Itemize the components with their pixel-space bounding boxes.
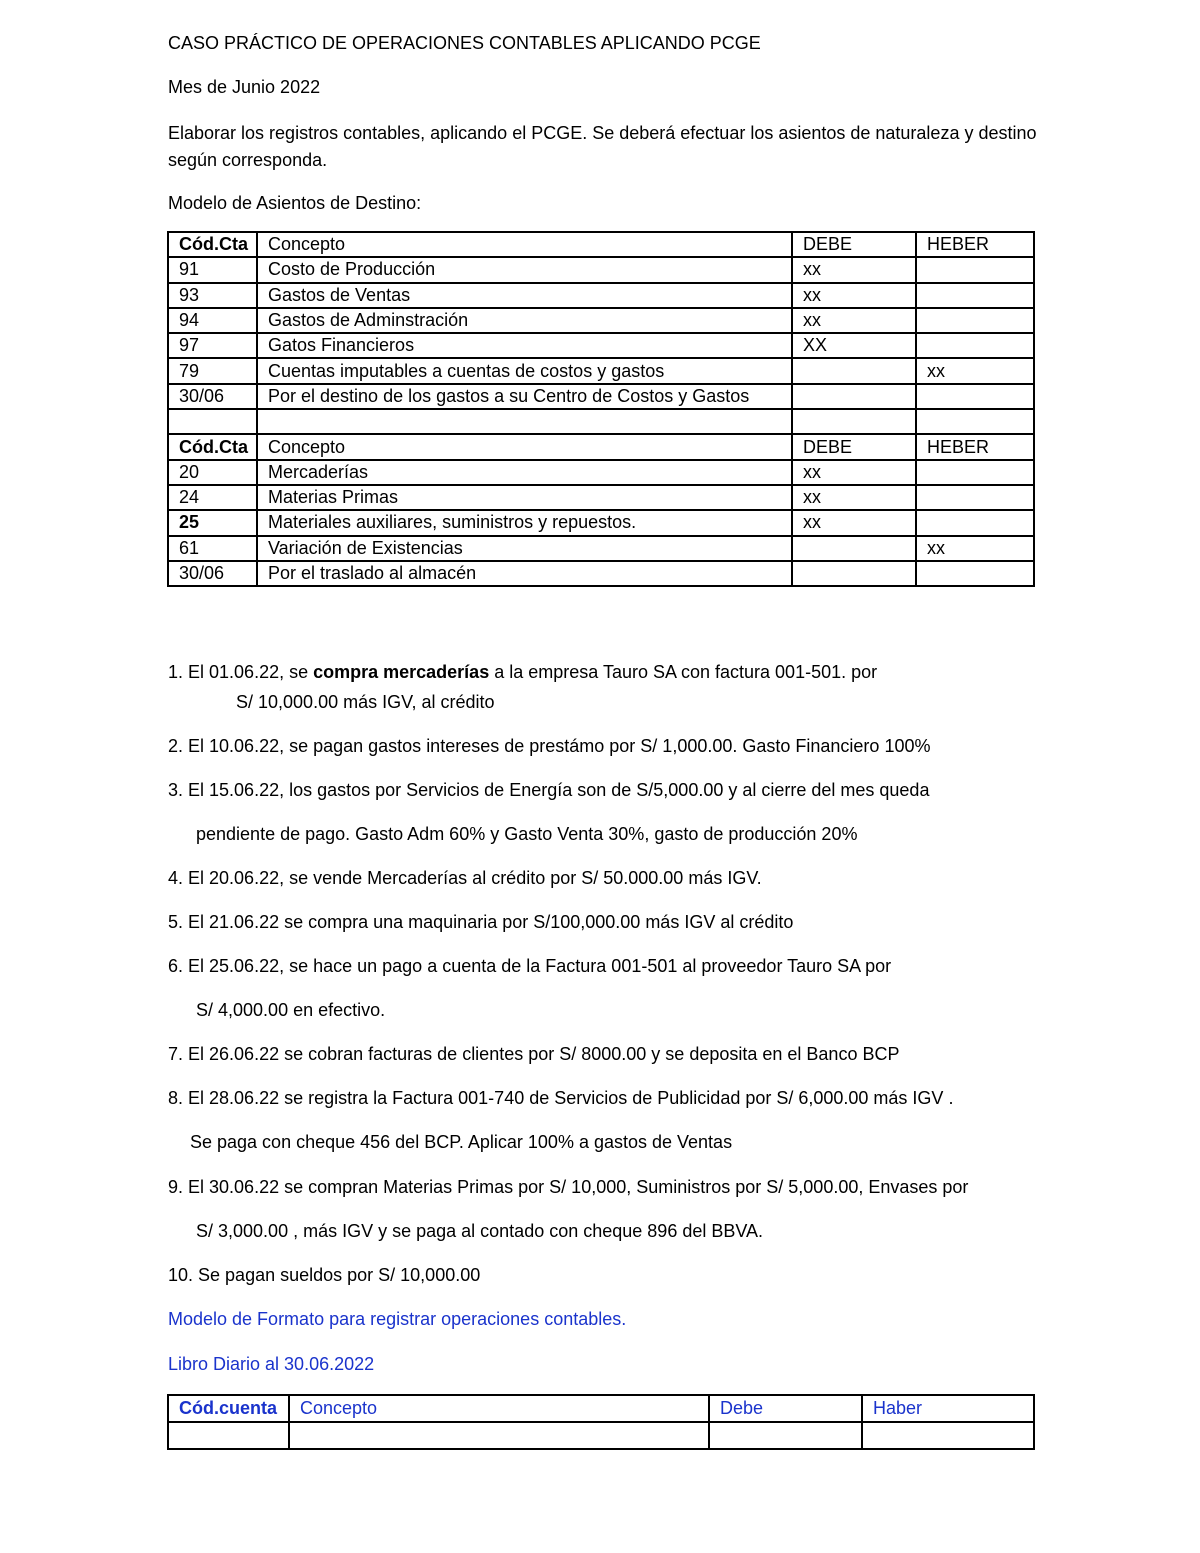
- table-cell: xx: [792, 257, 916, 282]
- table-header-row: [168, 434, 1034, 459]
- table-cell: Mercaderías: [257, 460, 792, 485]
- table-header-row: [168, 1395, 1034, 1422]
- table-cell: Materias Primas: [257, 485, 792, 510]
- table-cell: xx: [916, 358, 1034, 383]
- table-row: [168, 510, 1034, 535]
- table-cell: Cuentas imputables a cuentas de costos y gastos: [257, 358, 792, 383]
- header-cell: Concepto: [257, 232, 792, 257]
- header-cell: Debe: [709, 1395, 862, 1422]
- table-cell: [792, 384, 916, 409]
- table-header-row: [168, 232, 1034, 257]
- table-cell: Gastos de Ventas: [257, 283, 792, 308]
- table-cell: [916, 409, 1034, 434]
- table-cell: Por el traslado al almacén: [257, 561, 792, 586]
- list-item: 9. El 30.06.22 se compran Materias Primas por S/ 10,000, Suministros por S/ 5,000.00, Envases por: [168, 1177, 969, 1197]
- table-cell: 79: [168, 358, 257, 383]
- libro-diario-title: Libro Diario al 30.06.2022: [168, 1354, 375, 1374]
- table-cell: 24: [168, 485, 257, 510]
- table-row: [168, 409, 1034, 434]
- list-item: 4. El 20.06.22, se vende Mercaderías al crédito por S/ 50.000.00 más IGV.: [168, 868, 762, 888]
- table-cell: 61: [168, 536, 257, 561]
- table-cell: xx: [792, 485, 916, 510]
- table-cell: 94: [168, 308, 257, 333]
- table-cell: [792, 358, 916, 383]
- table-cell: XX: [792, 333, 916, 358]
- table-cell: [792, 409, 916, 434]
- list-item: 6. El 25.06.22, se hace un pago a cuenta de la Factura 001-501 al proveedor Tauro SA por: [168, 956, 892, 976]
- table-cell: [792, 561, 916, 586]
- table-cell: xx: [916, 536, 1034, 561]
- table-cell: Gatos Financieros: [257, 333, 792, 358]
- table-cell: [257, 409, 792, 434]
- list-item-continuation: pendiente de pago. Gasto Adm 60% y Gasto Venta 30%, gasto de producción 20%: [196, 824, 858, 844]
- table-row: [168, 283, 1034, 308]
- table-cell: xx: [792, 283, 916, 308]
- table-cell: [916, 561, 1034, 586]
- header-cell: Cód.Cta: [168, 232, 257, 257]
- table-row: [168, 536, 1034, 561]
- table-row: [168, 460, 1034, 485]
- table-cell: [916, 257, 1034, 282]
- table-cell: [289, 1422, 709, 1449]
- table-row: [168, 308, 1034, 333]
- table-cell: [916, 308, 1034, 333]
- table-cell: Por el destino de los gastos a su Centro de Costos y Gastos: [257, 384, 792, 409]
- table-row: [168, 485, 1034, 510]
- header-cell: Cód.Cta: [168, 434, 257, 459]
- month-label: Mes de Junio 2022: [168, 77, 321, 97]
- table-cell: [916, 485, 1034, 510]
- table-cell: [916, 384, 1034, 409]
- table-cell: xx: [792, 308, 916, 333]
- header-cell: Cód.cuenta: [168, 1395, 289, 1422]
- list-item-continuation: S/ 3,000.00 , más IGV y se paga al contado con cheque 896 del BBVA.: [196, 1221, 764, 1241]
- header-cell: Concepto: [289, 1395, 709, 1422]
- table-cell: 25: [168, 510, 257, 535]
- formato-heading: Modelo de Formato para registrar operaciones contables.: [168, 1309, 627, 1329]
- table-cell: Costo de Producción: [257, 257, 792, 282]
- table-cell: [862, 1422, 1034, 1449]
- table-row: [168, 561, 1034, 586]
- table-cell: 93: [168, 283, 257, 308]
- item-text: 1. El 01.06.22, se: [168, 662, 314, 682]
- table-row: [168, 333, 1034, 358]
- table-row: [168, 1422, 1034, 1449]
- table-cell: [709, 1422, 862, 1449]
- table-row: [168, 257, 1034, 282]
- table-cell: 91: [168, 257, 257, 282]
- item-text: a la empresa Tauro SA con factura 001-501. por: [489, 662, 878, 682]
- table-cell: [916, 283, 1034, 308]
- table-cell: 97: [168, 333, 257, 358]
- table-cell: [916, 510, 1034, 535]
- header-cell: DEBE: [792, 232, 916, 257]
- table-row: [168, 384, 1034, 409]
- list-item: 10. Se pagan sueldos por S/ 10,000.00: [168, 1265, 481, 1285]
- list-item-continuation: S/ 10,000.00 más IGV, al crédito: [236, 692, 495, 712]
- table-cell: xx: [792, 460, 916, 485]
- header-cell: DEBE: [792, 434, 916, 459]
- list-item: 2. El 10.06.22, se pagan gastos intereses de prestámo por S/ 1,000.00. Gasto Financiero 100%: [168, 736, 931, 756]
- list-item: [168, 662, 877, 683]
- table-cell: Gastos de Adminstración: [257, 308, 792, 333]
- table-cell: 30/06: [168, 561, 257, 586]
- libro-diario-table: [167, 1394, 1035, 1450]
- table-row: [168, 358, 1034, 383]
- table-cell: xx: [792, 510, 916, 535]
- table-cell: [168, 409, 257, 434]
- list-item: 5. El 21.06.22 se compra una maquinaria por S/100,000.00 más IGV al crédito: [168, 912, 794, 932]
- table-cell: 30/06: [168, 384, 257, 409]
- list-item: 3. El 15.06.22, los gastos por Servicios de Energía son de S/5,000.00 y al cierre del mes queda: [168, 780, 930, 800]
- list-item-continuation: Se paga con cheque 456 del BCP. Aplicar 100% a gastos de Ventas: [190, 1132, 733, 1152]
- intro-paragraph: Elaborar los registros contables, aplicando el PCGE. Se deberá efectuar los asientos de naturaleza y destino según corresponda.: [168, 123, 1037, 170]
- table-cell: 20: [168, 460, 257, 485]
- table-cell: [916, 333, 1034, 358]
- header-cell: HEBER: [916, 232, 1034, 257]
- item-bold-text: compra mercaderías: [313, 662, 490, 682]
- destino-table: [167, 231, 1035, 587]
- table-cell: [792, 536, 916, 561]
- header-cell: HEBER: [916, 434, 1034, 459]
- table-cell: Materiales auxiliares, suministros y repuestos.: [257, 510, 792, 535]
- table-cell: Variación de Existencias: [257, 536, 792, 561]
- header-cell: Haber: [862, 1395, 1034, 1422]
- table-cell: [168, 1422, 289, 1449]
- list-item-continuation: S/ 4,000.00 en efectivo.: [196, 1000, 386, 1020]
- list-item: 8. El 28.06.22 se registra la Factura 001-740 de Servicios de Publicidad por S/ 6,000.00 más IGV .: [168, 1088, 954, 1108]
- header-cell: Concepto: [257, 434, 792, 459]
- list-item: 7. El 26.06.22 se cobran facturas de clientes por S/ 8000.00 y se deposita en el Banco BCP: [168, 1044, 900, 1064]
- modelo-label: Modelo de Asientos de Destino:: [168, 193, 422, 213]
- doc-title: CASO PRÁCTICO DE OPERACIONES CONTABLES APLICANDO PCGE: [168, 33, 761, 53]
- table-cell: [916, 460, 1034, 485]
